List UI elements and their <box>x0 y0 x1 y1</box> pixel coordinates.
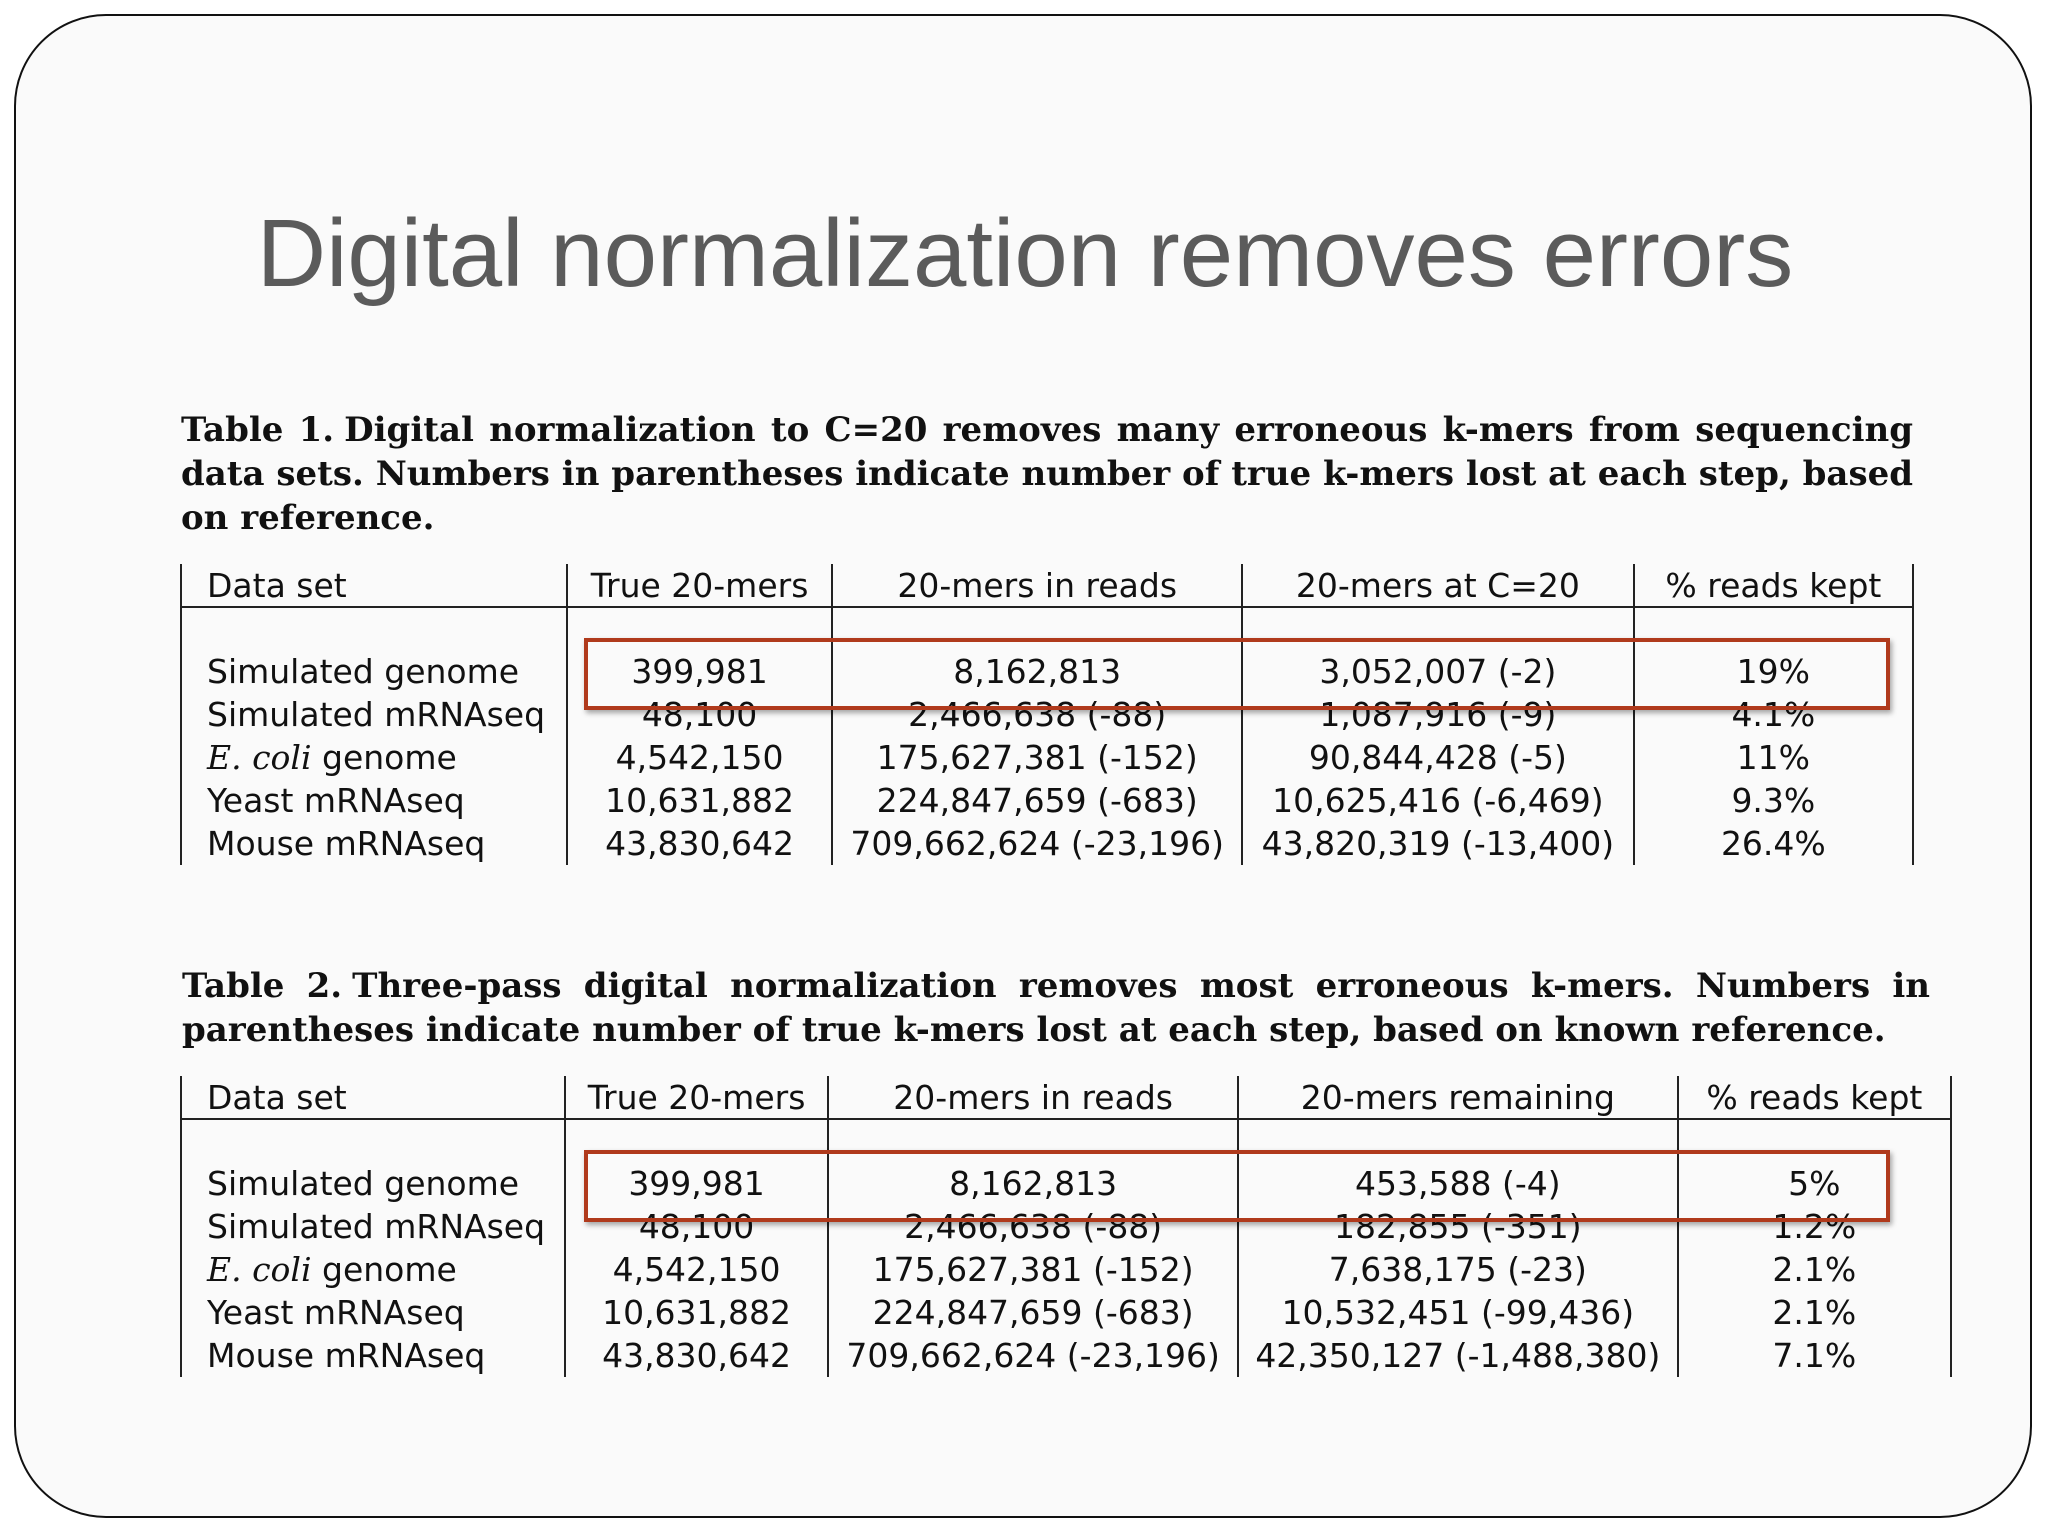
dataset-cell: Simulated mRNAseq <box>207 695 546 734</box>
in-reads-cell: 709,662,624 (-23,196) <box>828 1334 1238 1377</box>
table2-header-remaining: 20-mers remaining <box>1238 1076 1678 1119</box>
true-cell: 399,981 <box>565 1162 828 1205</box>
in-reads-cell: 175,627,381 (-152) <box>828 1248 1238 1291</box>
table1-header-row <box>181 564 1913 607</box>
table1-header-true: True 20-mers <box>567 564 833 607</box>
in-reads-cell: 175,627,381 (-152) <box>832 736 1242 779</box>
kept-cell: 4.1% <box>1634 693 1913 736</box>
in-reads-cell: 8,162,813 <box>828 1162 1238 1205</box>
dataset-cell: Simulated mRNAseq <box>207 1207 546 1246</box>
table-row <box>181 1334 1951 1377</box>
table1-header-at-c20: 20-mers at C=20 <box>1242 564 1634 607</box>
table2-caption-text: Three-pass digital normalization removes most erroneous k-mers. Numbers in parentheses indicate number of true k-mers lost at each step, based on known reference. <box>182 966 1931 1050</box>
table2-header-true: True 20-mers <box>565 1076 828 1119</box>
remaining-cell: 42,350,127 (-1,488,380) <box>1238 1334 1678 1377</box>
table-row <box>181 779 1913 822</box>
slide-frame <box>14 14 2032 1518</box>
dataset-cell <box>181 736 567 779</box>
in-reads-cell: 8,162,813 <box>832 650 1242 693</box>
table-row <box>181 822 1913 865</box>
table1 <box>180 564 1914 865</box>
table2-header-dataset: Data set <box>181 1076 565 1119</box>
remaining-cell: 7,638,175 (-23) <box>1238 1248 1678 1291</box>
table2-label: Table 2. <box>182 966 343 1006</box>
at-c20-cell: 43,820,319 (-13,400) <box>1242 822 1634 865</box>
kept-cell: 11% <box>1634 736 1913 779</box>
table2 <box>180 1076 1952 1377</box>
remaining-cell: 10,532,451 (-99,436) <box>1238 1291 1678 1334</box>
true-cell: 4,542,150 <box>565 1248 828 1291</box>
at-c20-cell: 3,052,007 (-2) <box>1242 650 1634 693</box>
kept-cell: 1.2% <box>1678 1205 1951 1248</box>
dataset-italic: E. coli <box>207 1250 312 1289</box>
kept-cell: 5% <box>1678 1162 1951 1205</box>
dataset-cell: Simulated genome <box>207 652 520 691</box>
at-c20-cell: 10,625,416 (-6,469) <box>1242 779 1634 822</box>
dataset-italic: E. coli <box>207 738 312 777</box>
kept-cell: 19% <box>1634 650 1913 693</box>
true-cell: 10,631,882 <box>567 779 833 822</box>
remaining-cell: 453,588 (-4) <box>1238 1162 1678 1205</box>
table1-label: Table 1. <box>181 410 335 450</box>
true-cell: 43,830,642 <box>565 1334 828 1377</box>
table2-header-kept: % reads kept <box>1678 1076 1951 1119</box>
dataset-cell <box>181 1248 565 1291</box>
table1-caption <box>181 408 1913 540</box>
dataset-cell: Mouse mRNAseq <box>207 1336 486 1375</box>
table2-header-row <box>181 1076 1951 1119</box>
kept-cell: 26.4% <box>1634 822 1913 865</box>
kept-cell: 2.1% <box>1678 1248 1951 1291</box>
true-cell: 43,830,642 <box>567 822 833 865</box>
table-row <box>181 1248 1951 1291</box>
in-reads-cell: 709,662,624 (-23,196) <box>832 822 1242 865</box>
true-cell: 399,981 <box>567 650 833 693</box>
table1-header-in-reads: 20-mers in reads <box>832 564 1242 607</box>
table1-header-dataset: Data set <box>181 564 567 607</box>
kept-cell: 7.1% <box>1678 1334 1951 1377</box>
table1-caption-text: Digital normalization to C=20 removes many erroneous k-mers from sequencing data sets. Numbers in parentheses indicate number of true k-mers lost at each step, based on reference. <box>181 410 1914 538</box>
in-reads-cell: 2,466,638 (-88) <box>832 693 1242 736</box>
table-row <box>181 1291 1951 1334</box>
in-reads-cell: 2,466,638 (-88) <box>828 1205 1238 1248</box>
table1-header-kept: % reads kept <box>1634 564 1913 607</box>
kept-cell: 9.3% <box>1634 779 1913 822</box>
true-cell: 48,100 <box>567 693 833 736</box>
table-row <box>181 736 1913 779</box>
at-c20-cell: 90,844,428 (-5) <box>1242 736 1634 779</box>
true-cell: 10,631,882 <box>565 1291 828 1334</box>
table2-header-in-reads: 20-mers in reads <box>828 1076 1238 1119</box>
in-reads-cell: 224,847,659 (-683) <box>828 1291 1238 1334</box>
dataset-cell: Simulated genome <box>207 1164 520 1203</box>
dataset-rest: genome <box>311 1250 457 1289</box>
page-title: Digital normalization removes errors <box>256 200 1794 307</box>
dataset-cell: Yeast mRNAseq <box>207 781 465 820</box>
at-c20-cell: 1,087,916 (-9) <box>1242 693 1634 736</box>
true-cell: 48,100 <box>565 1205 828 1248</box>
true-cell: 4,542,150 <box>567 736 833 779</box>
in-reads-cell: 224,847,659 (-683) <box>832 779 1242 822</box>
dataset-rest: genome <box>311 738 457 777</box>
dataset-cell: Yeast mRNAseq <box>207 1293 465 1332</box>
table2-caption <box>182 964 1930 1052</box>
kept-cell: 2.1% <box>1678 1291 1951 1334</box>
table2-highlight-box <box>584 1150 1890 1222</box>
remaining-cell: 182,855 (-351) <box>1238 1205 1678 1248</box>
table1-highlight-box <box>584 638 1890 710</box>
dataset-cell: Mouse mRNAseq <box>207 824 486 863</box>
